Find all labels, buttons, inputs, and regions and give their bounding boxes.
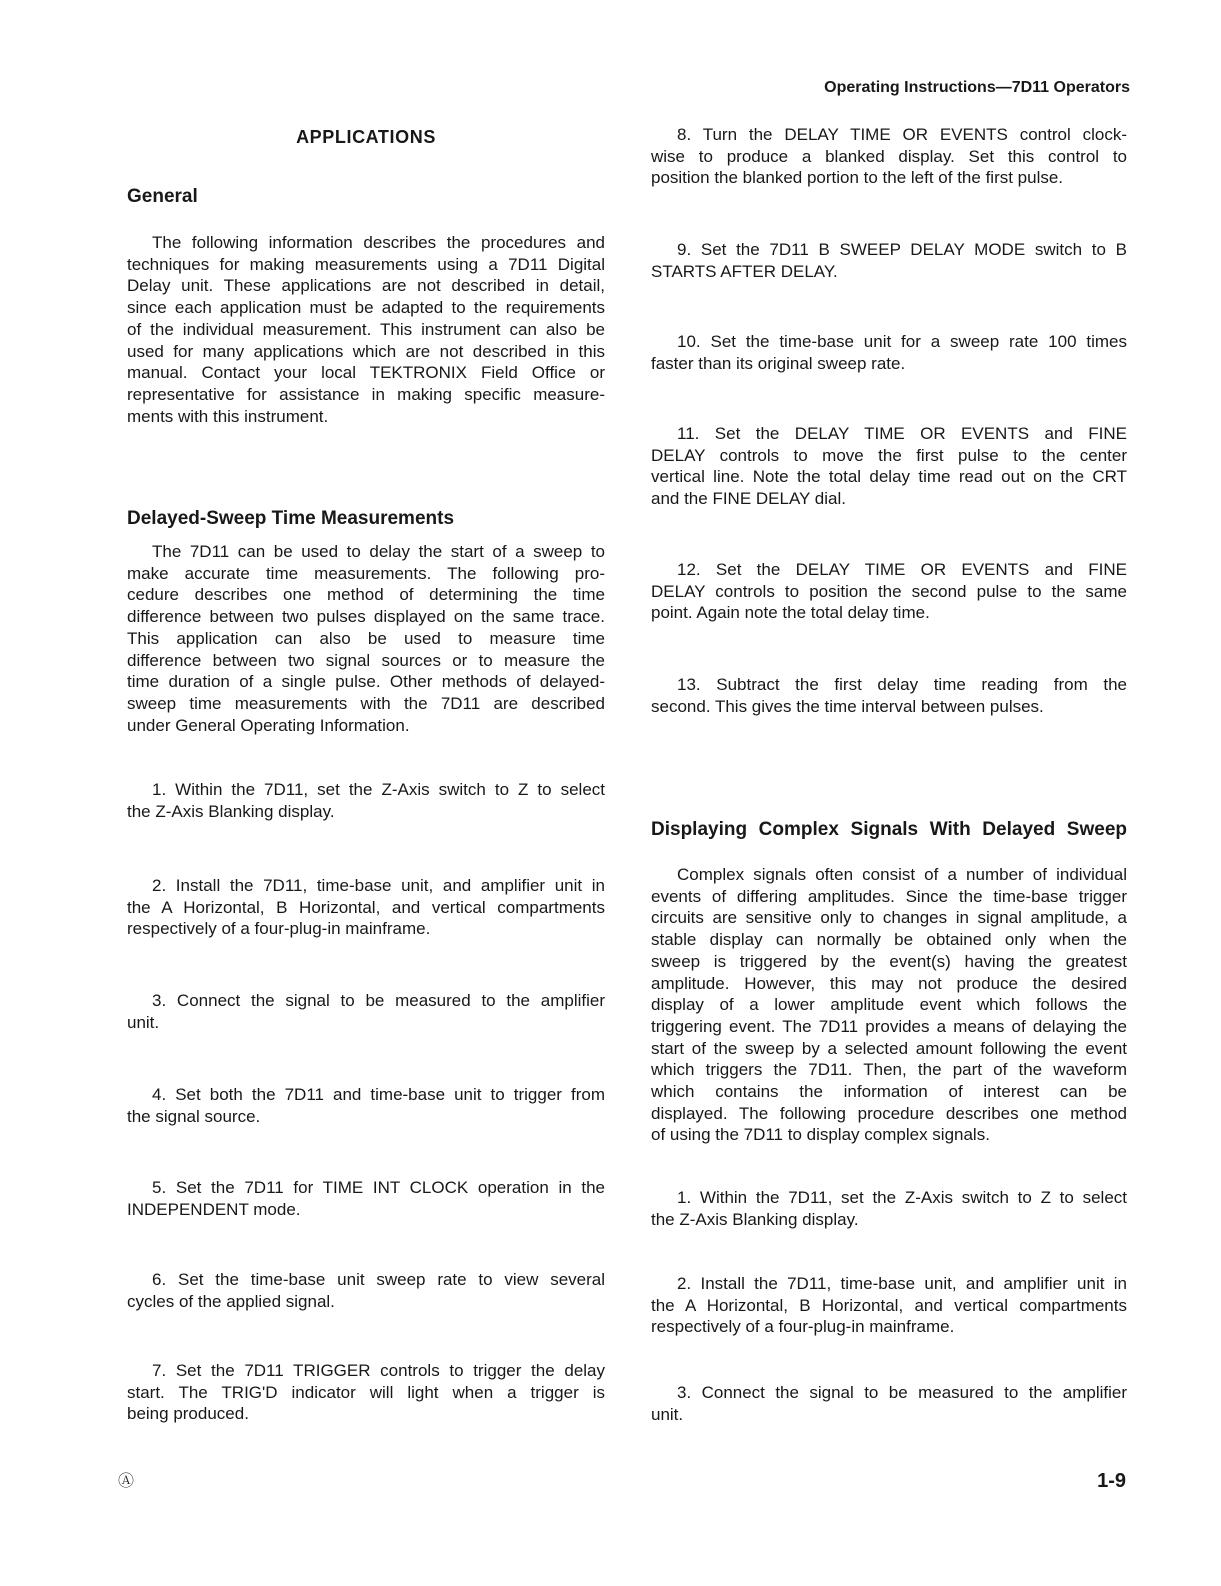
complex-step-1	[651, 1187, 1127, 1230]
step-1	[127, 779, 605, 822]
step-line: DELAY controls to position the second pulse to the same	[651, 581, 1127, 601]
step-line: 3. Connect the signal to be measured to the amplifier	[677, 1383, 1127, 1402]
paragraph-line: The 7D11 can be used to delay the start of a sweep to	[152, 542, 605, 561]
step-line: 7. Set the 7D11 TRIGGER controls to trigger the delay	[152, 1361, 605, 1380]
step-line: respectively of a four-plug-in mainframe.	[651, 1317, 955, 1337]
paragraph-line: start of the sweep by a selected amount following the event	[651, 1038, 1127, 1058]
step-line: 9. Set the 7D11 B SWEEP DELAY MODE switch to B	[677, 240, 1127, 259]
step-line: faster than its original sweep rate.	[651, 353, 906, 373]
paragraph-line: display of a lower amplitude event which follows the	[651, 995, 1127, 1015]
step-10	[651, 331, 1127, 374]
step-4	[127, 1084, 605, 1127]
paragraph-line: manual. Contact your local TEKTRONIX Field Office or	[127, 363, 605, 383]
paragraph-line: of using the 7D11 to display complex signals.	[651, 1125, 990, 1145]
paragraph-line: difference between two pulses displayed on the same trace.	[127, 607, 605, 627]
paragraph-line: amplitude. However, this may not produce the desired	[651, 973, 1127, 993]
paragraph-line: difference between two signal sources or to measure the	[127, 650, 605, 670]
step-line: wise to produce a blanked display. Set this control to	[651, 146, 1127, 166]
step-line: 1. Within the 7D11, set the Z-Axis switch to Z to select	[677, 1188, 1127, 1207]
paragraph-line: which contains the information of interest can be	[651, 1082, 1127, 1102]
step-7	[127, 1360, 605, 1425]
step-line: the Z-Axis Blanking display.	[651, 1209, 859, 1229]
paragraph-line: Delay unit. These applications are not described in detail,	[127, 276, 605, 296]
page-number: 1-9	[1097, 1470, 1126, 1492]
step-line: cycles of the applied signal.	[127, 1291, 335, 1311]
paragraph-line: which triggers the 7D11. Then, the part of the waveform	[651, 1060, 1127, 1080]
step-line: the A Horizontal, B Horizontal, and vertical compartments	[127, 897, 605, 917]
paragraph-complex-signals	[651, 864, 1127, 1146]
step-line: 4. Set both the 7D11 and time-base unit to trigger from	[152, 1085, 605, 1104]
paragraph-line: ments with this instrument.	[127, 406, 329, 426]
section-heading-delayed-sweep: Delayed-Sweep Time Measurements	[127, 508, 455, 529]
step-line: 13. Subtract the first delay time reading from the	[677, 675, 1127, 694]
running-header: Operating Instructions—7D11 Operators	[824, 79, 1130, 96]
step-line: point. Again note the total delay time.	[651, 603, 930, 623]
paragraph-general	[127, 232, 605, 427]
paragraph-line: events of differing amplitudes. Since the time-base trigger	[651, 886, 1127, 906]
step-line: 1. Within the 7D11, set the Z-Axis switch to Z to select	[152, 780, 605, 799]
paragraph-line: since each application must be adapted to the requirements	[127, 298, 605, 318]
paragraph-line: stable display can normally be obtained only when the	[651, 930, 1127, 950]
step-line: position the blanked portion to the left of the first pulse.	[651, 168, 1064, 188]
step-line: STARTS AFTER DELAY.	[651, 261, 838, 281]
step-13	[651, 674, 1127, 717]
complex-step-3	[651, 1382, 1127, 1425]
complex-step-2	[651, 1273, 1127, 1338]
step-line: 11. Set the DELAY TIME OR EVENTS and FINE	[677, 424, 1127, 443]
paragraph-line: triggering event. The 7D11 provides a means of delaying the	[651, 1016, 1127, 1036]
paragraph-delayed-sweep	[127, 541, 605, 736]
section-heading-complex-signals: Displaying Complex Signals With Delayed Sweep	[651, 819, 1127, 840]
step-line: DELAY controls to move the first pulse to the center	[651, 445, 1127, 465]
step-line: the Z-Axis Blanking display.	[127, 801, 335, 821]
step-line: and the FINE DELAY dial.	[651, 489, 846, 509]
paragraph-line: Complex signals often consist of a number of individual	[677, 865, 1127, 884]
paragraph-line: circuits are sensitive only to changes in signal amplitude, a	[651, 908, 1127, 928]
step-line: unit.	[127, 1012, 160, 1032]
publisher-mark: Ⓐ	[118, 1471, 135, 1490]
step-11	[651, 423, 1127, 510]
step-line: unit.	[651, 1404, 684, 1424]
step-line: 2. Install the 7D11, time-base unit, and amplifier unit in	[152, 876, 605, 895]
step-line: 2. Install the 7D11, time-base unit, and amplifier unit in	[677, 1274, 1127, 1293]
step-line: second. This gives the time interval between pulses.	[651, 696, 1044, 716]
step-line: 8. Turn the DELAY TIME OR EVENTS control clock-	[677, 125, 1127, 144]
step-2	[127, 875, 605, 940]
step-line: vertical line. Note the total delay time read out on the CRT	[651, 467, 1127, 487]
paragraph-line: sweep is triggered by the event(s) having the greatest	[651, 951, 1127, 971]
step-line: the A Horizontal, B Horizontal, and vertical compartments	[651, 1295, 1127, 1315]
step-8	[651, 124, 1127, 189]
step-5	[127, 1177, 605, 1220]
step-9	[651, 239, 1127, 282]
paragraph-line: displayed. The following procedure describes one method	[651, 1103, 1127, 1123]
paragraph-line: time duration of a single pulse. Other methods of delayed-	[127, 672, 605, 692]
step-line: 10. Set the time-base unit for a sweep rate 100 times	[677, 332, 1127, 351]
paragraph-line: sweep time measurements with the 7D11 are described	[127, 693, 605, 713]
step-line: start. The TRIG'D indicator will light when a trigger is	[127, 1382, 605, 1402]
step-line: being produced.	[127, 1404, 249, 1424]
paragraph-line: This application can also be used to measure time	[127, 628, 605, 648]
step-12	[651, 559, 1127, 624]
paragraph-line: used for many applications which are not described in this	[127, 341, 605, 361]
paragraph-line: techniques for making measurements using a 7D11 Digital	[127, 254, 605, 274]
step-line: 12. Set the DELAY TIME OR EVENTS and FINE	[677, 560, 1127, 579]
step-6	[127, 1269, 605, 1312]
paragraph-line: make accurate time measurements. The following pro-	[127, 563, 605, 583]
step-line: 6. Set the time-base unit sweep rate to view several	[152, 1270, 605, 1289]
step-line: the signal source.	[127, 1106, 261, 1126]
section-heading-general: General	[127, 186, 198, 207]
paragraph-line: of the individual measurement. This instrument can also be	[127, 319, 605, 339]
paragraph-line: representative for assistance in making specific measure-	[127, 384, 605, 404]
step-line: 5. Set the 7D11 for TIME INT CLOCK operation in the	[152, 1178, 605, 1197]
step-line: respectively of a four-plug-in mainframe.	[127, 919, 431, 939]
section-title: APPLICATIONS	[296, 127, 436, 147]
step-line: 3. Connect the signal to be measured to the amplifier	[152, 991, 605, 1010]
paragraph-line: cedure describes one method of determining the time	[127, 585, 605, 605]
paragraph-line: under General Operating Information.	[127, 715, 410, 735]
paragraph-line: The following information describes the procedures and	[152, 233, 605, 252]
step-line: INDEPENDENT mode.	[127, 1199, 301, 1219]
step-3	[127, 990, 605, 1033]
